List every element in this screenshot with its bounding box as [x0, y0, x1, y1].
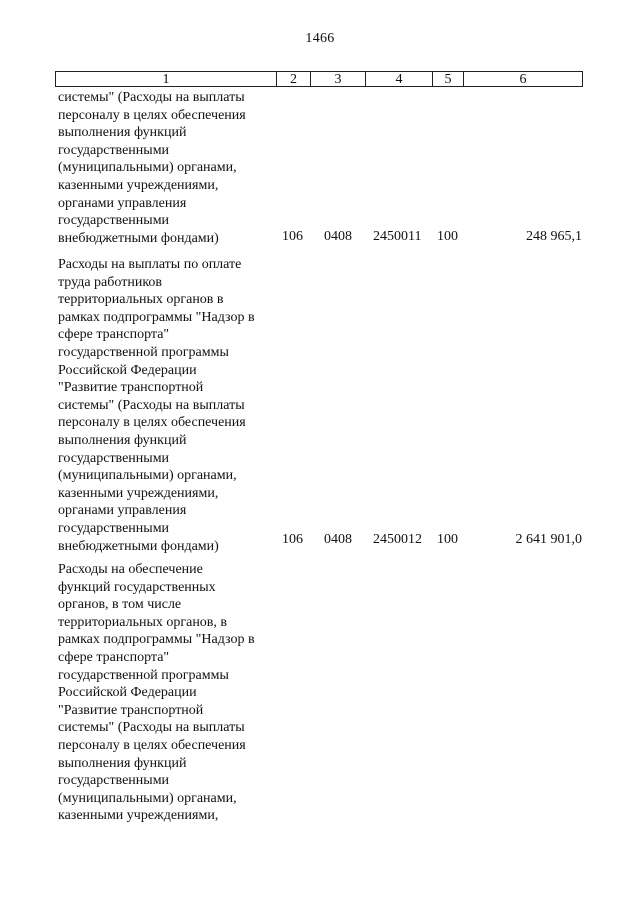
row-col-3: 0408	[324, 532, 352, 547]
row-col-5: 100	[437, 229, 458, 244]
row-col-3: 0408	[324, 229, 352, 244]
row-col-6: 248 965,1	[526, 229, 582, 244]
row-col-4: 2450012	[373, 532, 422, 547]
row-col-4: 2450011	[373, 229, 422, 244]
header-col-2: 2	[276, 71, 311, 87]
page-number: 1466	[305, 31, 335, 46]
row-description: Расходы на выплаты по оплате труда работников территориальных органов в рамках подпрограммы "Надзор в сфере транспорта" государственной программы Российской Федерации "Развитие транспортной системы" (Расходы на выплаты персоналу в целях обеспечения выполнения функций государственными (муниципальными) органами, казенными учреждениями, органами управления государственными внебюджетными фондами)	[58, 257, 255, 554]
table-row	[58, 256, 274, 555]
table-row	[58, 561, 274, 825]
header-col-4: 4	[365, 71, 433, 87]
row-col-2: 106	[282, 229, 303, 244]
row-description: системы" (Расходы на выплаты персоналу в целях обеспечения выполнения функций государственными (муниципальными) органами, казенными учреждениями, органами управления государственными внебюджетными фондами)	[58, 90, 246, 246]
header-col-5: 5	[432, 71, 464, 87]
row-col-2: 106	[282, 532, 303, 547]
row-col-6: 2 641 901,0	[515, 532, 582, 547]
header-col-3: 3	[310, 71, 366, 87]
header-col-6: 6	[463, 71, 583, 87]
header-col-1: 1	[55, 71, 277, 87]
row-description: Расходы на обеспечение функций государственных органов, в том числе территориальных органов, в рамках подпрограммы "Надзор в сфере транспорта" государственной программы Российской Федерации "Развитие транспортной системы" (Расходы на выплаты персоналу в целях обеспечения выполнения функций государственными (муниципальными) органами, казенными учреждениями,	[58, 562, 255, 824]
table-row	[58, 89, 274, 247]
row-col-5: 100	[437, 532, 458, 547]
